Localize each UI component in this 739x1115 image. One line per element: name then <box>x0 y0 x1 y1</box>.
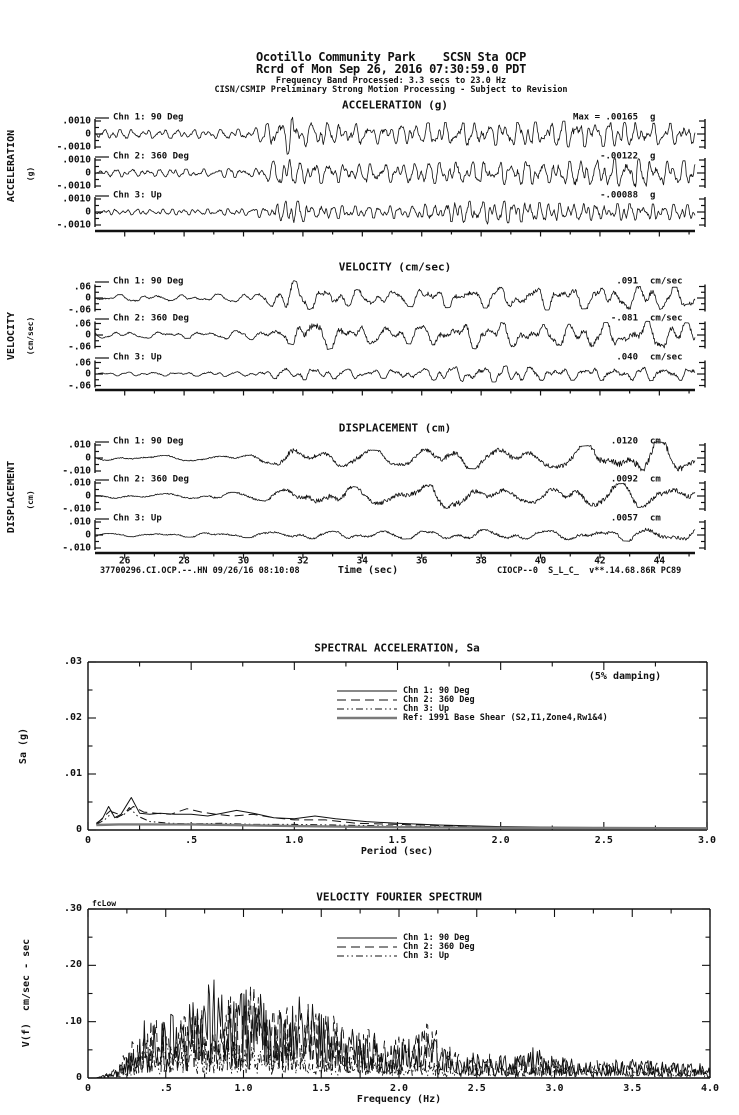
time-tick-label: 36 <box>415 555 428 567</box>
sa-y-axis-label: Sa (g) <box>18 727 29 765</box>
channel-label: Chn 3: Up <box>113 190 162 201</box>
legend-item-label: Chn 1: 90 Deg <box>403 685 470 696</box>
x-tick-label: 2.5 <box>594 835 613 846</box>
waveform-path <box>95 366 695 382</box>
peak-annotation: -.00122 <box>600 151 638 162</box>
vf-fc-low-marker: fcLow <box>92 899 117 908</box>
y-tick-label: .06 <box>73 280 91 292</box>
x-tick-label: 0 <box>84 835 92 846</box>
peak-annotation: .0092 <box>610 474 638 485</box>
peak-annotation: Max = .00165 <box>572 112 638 123</box>
x-tick-label: 1.5 <box>388 835 407 846</box>
y-tick-label: .010 <box>68 439 91 451</box>
y-tick-label: .0010 <box>62 154 91 166</box>
acceleration-axis-label: ACCELERATION <box>6 129 17 203</box>
y-tick-label: .01 <box>63 768 82 779</box>
y-tick-label: 0 <box>85 167 91 179</box>
channel-label: Chn 3: Up <box>113 513 162 524</box>
sa-title: SPECTRAL ACCELERATION, Sa <box>314 641 480 655</box>
y-tick-label: 0 <box>85 128 91 140</box>
peak-unit: cm/sec <box>650 313 683 324</box>
peak-unit: cm <box>650 436 661 447</box>
channel-label: Chn 2: 360 Deg <box>113 313 189 324</box>
channel-label: Chn 3: Up <box>113 352 162 363</box>
y-tick-label: .010 <box>68 516 91 528</box>
peak-unit: cm <box>650 474 661 485</box>
peak-annotation: .091 <box>616 276 638 287</box>
legend-item-label: Ref: 1991 Base Shear (S2,I1,Zone4,Rw1&4) <box>403 712 608 723</box>
peak-unit: cm/sec <box>650 276 683 287</box>
y-tick-label: .06 <box>73 317 91 329</box>
y-tick-label: -.010 <box>62 542 91 554</box>
y-tick-label: 0 <box>75 1072 82 1083</box>
vf-x-axis-label: Frequency (Hz) <box>356 1094 442 1105</box>
y-tick-label: 0 <box>85 206 91 218</box>
y-tick-label: 0 <box>75 824 82 835</box>
peak-unit: cm <box>650 513 661 524</box>
frequency-band-note: Frequency Band Processed: 3.3 secs to 23.0 Hz <box>275 75 507 86</box>
y-tick-label: 0 <box>85 368 91 380</box>
legend-item-label: Chn 3: Up <box>403 703 450 714</box>
time-tick-label: 38 <box>475 555 487 567</box>
x-tick-label: .5 <box>159 1083 172 1094</box>
y-tick-label: 0 <box>85 529 91 541</box>
channel-label: Chn 1: 90 Deg <box>113 436 184 447</box>
time-tick-label: 34 <box>356 555 369 567</box>
channel-label: Chn 1: 90 Deg <box>113 276 184 287</box>
peak-annotation: -.00088 <box>600 190 638 201</box>
peak-annotation: .0120 <box>610 436 638 447</box>
time-tick-label: 40 <box>534 555 547 567</box>
record-date: Rcrd of Mon Sep 26, 2016 07:30:59.0 PDT <box>255 62 527 76</box>
peak-unit: g <box>650 190 656 201</box>
y-tick-label: .0010 <box>62 115 91 127</box>
velocity-title: VELOCITY (cm/sec) <box>338 260 452 274</box>
waveform-path <box>95 159 695 187</box>
waveform-path <box>95 442 695 471</box>
x-tick-label: 3.5 <box>623 1083 642 1094</box>
x-tick-label: 1.0 <box>234 1083 253 1094</box>
processing-note: CISN/CSMIP Preliminary Strong Motion Processing - Subject to Revision <box>214 84 568 95</box>
x-tick-label: 2.5 <box>467 1083 486 1094</box>
sa-x-axis-label: Period (sec) <box>360 846 434 857</box>
sa-series-path <box>96 824 707 828</box>
vf-y-axis-label: V(f) cm/sec - sec <box>21 938 32 1048</box>
vf-title: VELOCITY FOURIER SPECTRUM <box>316 890 482 904</box>
channel-label: Chn 2: 360 Deg <box>113 474 189 485</box>
y-tick-label: -.0010 <box>56 141 91 153</box>
station-title: Ocotillo Community Park SCSN Sta OCP <box>255 50 527 64</box>
time-tick-label: 32 <box>297 555 309 567</box>
sa-damping-note: (5% damping) <box>588 671 662 682</box>
y-tick-label: .06 <box>73 356 91 368</box>
peak-unit: cm/sec <box>650 352 683 363</box>
processing-version-footer: CIOCP--0 S_L_C_ v**.14.68.86R PC89 <box>497 565 682 576</box>
y-tick-label: -.06 <box>68 303 91 315</box>
peak-unit: g <box>650 151 656 162</box>
waveform-path <box>95 281 695 310</box>
time-tick-label: 28 <box>178 555 190 567</box>
channel-label: Chn 2: 360 Deg <box>113 151 189 162</box>
acceleration-axis-unit: (g) <box>26 166 35 182</box>
velocity-axis-label: VELOCITY <box>6 311 17 361</box>
peak-annotation: .040 <box>616 352 638 363</box>
time-axis-label: Time (sec) <box>337 565 399 576</box>
x-tick-label: 1.0 <box>285 835 304 846</box>
x-tick-label: 4.0 <box>700 1083 720 1094</box>
record-id-footer: 37700296.CI.OCP.--.HN 09/26/16 08:10:08 <box>100 565 300 576</box>
acceleration-title: ACCELERATION (g) <box>342 98 448 112</box>
displacement-title: DISPLACEMENT (cm) <box>338 421 452 435</box>
y-tick-label: 0 <box>85 292 91 304</box>
y-tick-label: -.010 <box>62 503 91 515</box>
x-tick-label: 3.0 <box>545 1083 564 1094</box>
legend-item-label: Chn 1: 90 Deg <box>403 932 470 943</box>
x-tick-label: 3.0 <box>697 835 717 846</box>
y-tick-label: .20 <box>63 959 82 971</box>
y-tick-label: .30 <box>63 903 82 914</box>
x-tick-label: 2.0 <box>389 1083 409 1094</box>
time-tick-label: 42 <box>594 555 606 567</box>
legend-item-label: Chn 2: 360 Deg <box>403 694 475 705</box>
y-tick-label: 0 <box>85 490 91 502</box>
x-tick-label: 2.0 <box>491 835 510 846</box>
time-tick-label: 26 <box>118 555 131 567</box>
y-tick-label: 0 <box>85 329 91 341</box>
y-tick-label: .010 <box>68 477 91 489</box>
waveform-path <box>95 483 695 508</box>
peak-unit: g <box>650 112 656 123</box>
legend-item-label: Chn 2: 360 Deg <box>403 941 475 952</box>
displacement-axis-unit: (cm) <box>26 490 35 510</box>
y-tick-label: 0 <box>85 452 91 464</box>
y-tick-label: .02 <box>63 712 82 723</box>
time-tick-label: 44 <box>653 555 666 567</box>
waveform-path <box>95 117 695 154</box>
channel-label: Chn 1: 90 Deg <box>113 112 184 123</box>
velocity-axis-unit: (cm/sec) <box>26 316 35 356</box>
y-tick-label: -.0010 <box>56 180 91 192</box>
waveform-path <box>95 321 695 349</box>
y-tick-label: -.06 <box>68 379 91 391</box>
y-tick-label: .0010 <box>62 193 91 205</box>
y-tick-label: .10 <box>63 1015 82 1027</box>
peak-annotation: .0057 <box>610 513 638 524</box>
x-tick-label: 0 <box>84 1083 92 1094</box>
x-tick-label: .5 <box>185 835 198 846</box>
displacement-axis-label: DISPLACEMENT <box>6 460 17 534</box>
y-tick-label: -.010 <box>62 465 91 477</box>
waveform-path <box>95 201 695 224</box>
y-tick-label: -.06 <box>68 340 91 352</box>
peak-annotation: -.081 <box>610 313 638 324</box>
time-tick-label: 30 <box>237 555 250 567</box>
legend-item-label: Chn 3: Up <box>403 950 450 961</box>
waveform-path <box>95 528 695 541</box>
y-tick-label: -.0010 <box>56 219 91 231</box>
y-tick-label: .03 <box>63 656 82 667</box>
x-tick-label: 1.5 <box>312 1083 331 1094</box>
